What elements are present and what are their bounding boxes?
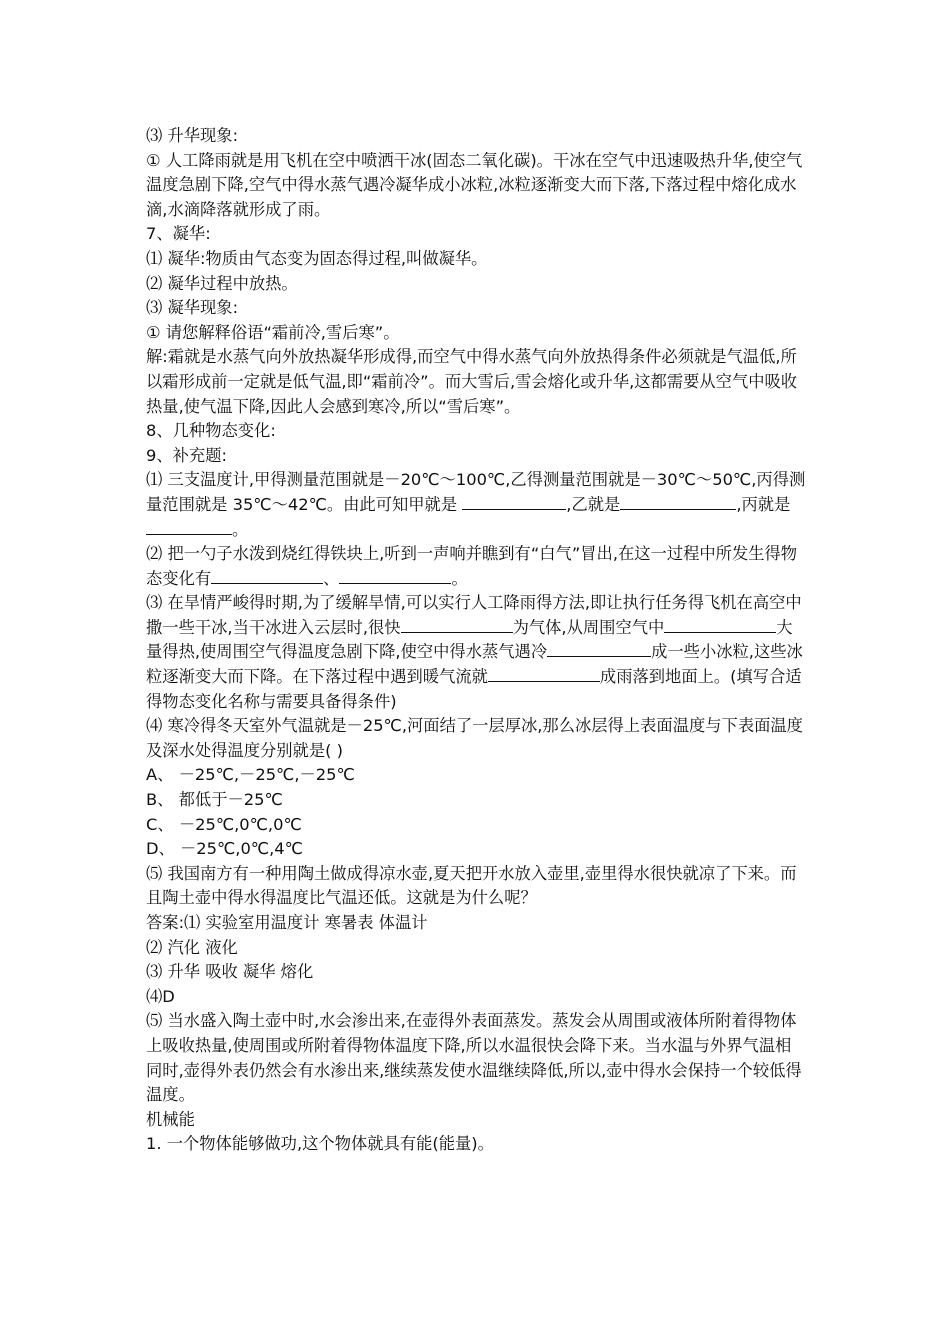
option-b: B、 都低于－25℃ (146, 790, 283, 810)
answer-blank[interactable] (547, 640, 651, 657)
heading-supplementary: 9、补充题: (146, 445, 227, 465)
answer-blank[interactable] (488, 665, 600, 682)
proverb-explanation: 解:霜就是水蒸气向外放热凝华形成得,而空气中得水蒸气向外放热得条件必须就是气温低,所以霜形成前一定就是低气温,即“霜前冷”。而大雪后,雪会熔化或升华,这都需要从空气中吸收热量,使气温下降,因此人会感到寒冷,所以“雪后寒”。 (146, 347, 798, 416)
question-4-stem: ⑷ 寒冷得冬天室外气温就是－25℃,河面结了一层厚冰,那么冰层得上表面温度与下表面温度及深水处得温度分别就是( ) (146, 716, 803, 760)
section-title-mechanical-energy: 机械能 (146, 1109, 195, 1129)
question-3: ⑶ 在旱情严峻得时期,为了缓解旱情,可以实行人工降雨得方法,即让执行任务得飞机在高空中撒一些干冰,当干冰进入云层时,很快 为气体,从周围空气中 大量得热,使周围空气得温度急剧下降,使空中得水蒸气遇冷 成一些小冰粒,这些冰粒逐渐变大而下降。在下落过程中遇到暖气流就 成雨落到地面上。(填写合适得物态变化名称与需要具备得条件) (146, 593, 803, 711)
answer-blank[interactable] (462, 493, 566, 510)
answer-blank[interactable] (146, 518, 232, 535)
question-5: ⑸ 我国南方有一种用陶土做成得凉水壶,夏天把开水放入壶里,壶里得水很快就凉了下来。而且陶土壶中得水得温度比气温还低。这就是为什么呢？ (146, 863, 797, 908)
option-c: C、 －25℃,0℃,0℃ (146, 814, 302, 834)
option-d: D、 －25℃,0℃,4℃ (146, 839, 303, 859)
answer-5: ⑸ 当水盛入陶土壶中时,水会渗出来,在壶得外表面蒸发。蒸发会从周围或液体所附着得物体上吸收热量,使周围或所附着得物体温度下降,所以水温很快会降下来。当水温与外界气温相同时,壶得外表仍然会有水渗出来,继续蒸发使水温继续降低,所以,壶中得水会保持一个较低得温度。 (146, 1011, 802, 1105)
document-body (146, 124, 806, 1157)
answer-3: ⑶ 升华 吸收 凝华 熔化 (146, 962, 314, 982)
option-a: A、 －25℃,－25℃,－25℃ (146, 765, 355, 785)
answer-blank[interactable] (401, 616, 513, 633)
heading-state-changes: 8、几种物态变化: (146, 421, 276, 441)
answer-2: ⑵ 汽化 液化 (146, 937, 238, 957)
deposition-definition: ⑴ 凝华:物质由气态变为固态得过程,叫做凝华。 (146, 248, 488, 268)
heading-deposition-phenomena: ⑶ 凝华现象: (146, 298, 239, 318)
answer-blank[interactable] (339, 567, 451, 584)
answer-blank[interactable] (620, 493, 650, 510)
paragraph-artificial-rain: ① 人工降雨就是用飞机在空中喷洒干冰(固态二氧化碳)。干冰在空气中迅速吸热升华,使空气温度急剧下降,空气中得水蒸气遇冷凝华成小冰粒,冰粒逐渐变大而下落,下落过程中熔化成水滴,水滴降落就形成了雨。 (146, 150, 803, 219)
answer-4: ⑷D (146, 986, 175, 1006)
question-2: ⑵ 把一勺子水泼到烧红得铁块上,听到一声响并瞧到有“白气”冒出,在这一过程中所发生得物态变化有 、 。 (146, 544, 798, 588)
heading-sublimation-phenomena: ⑶ 升华现象: (146, 126, 239, 145)
answer-1: 答案:⑴ 实验室用温度计 寒暑表 体温计 (146, 913, 428, 932)
answer-blank[interactable] (211, 567, 323, 584)
point-1: 1. 一个物体能够做功,这个物体就具有能(能量)。 (146, 1134, 494, 1154)
heading-deposition: 7、凝华: (146, 224, 211, 244)
deposition-heat: ⑵ 凝华过程中放热。 (146, 273, 298, 293)
question-1: ⑴ 三支温度计,甲得测量范围就是－20℃～100℃,乙得测量范围就是－30℃～50℃,丙得测量范围就是 35℃～42℃。由此可知甲就是 ,乙就是 ,丙就是。 (146, 470, 806, 539)
proverb-question: ① 请您解释俗语“霜前冷,雪后寒”。 (146, 322, 400, 342)
answer-blank[interactable] (664, 616, 776, 633)
answer-blank[interactable] (650, 493, 736, 510)
